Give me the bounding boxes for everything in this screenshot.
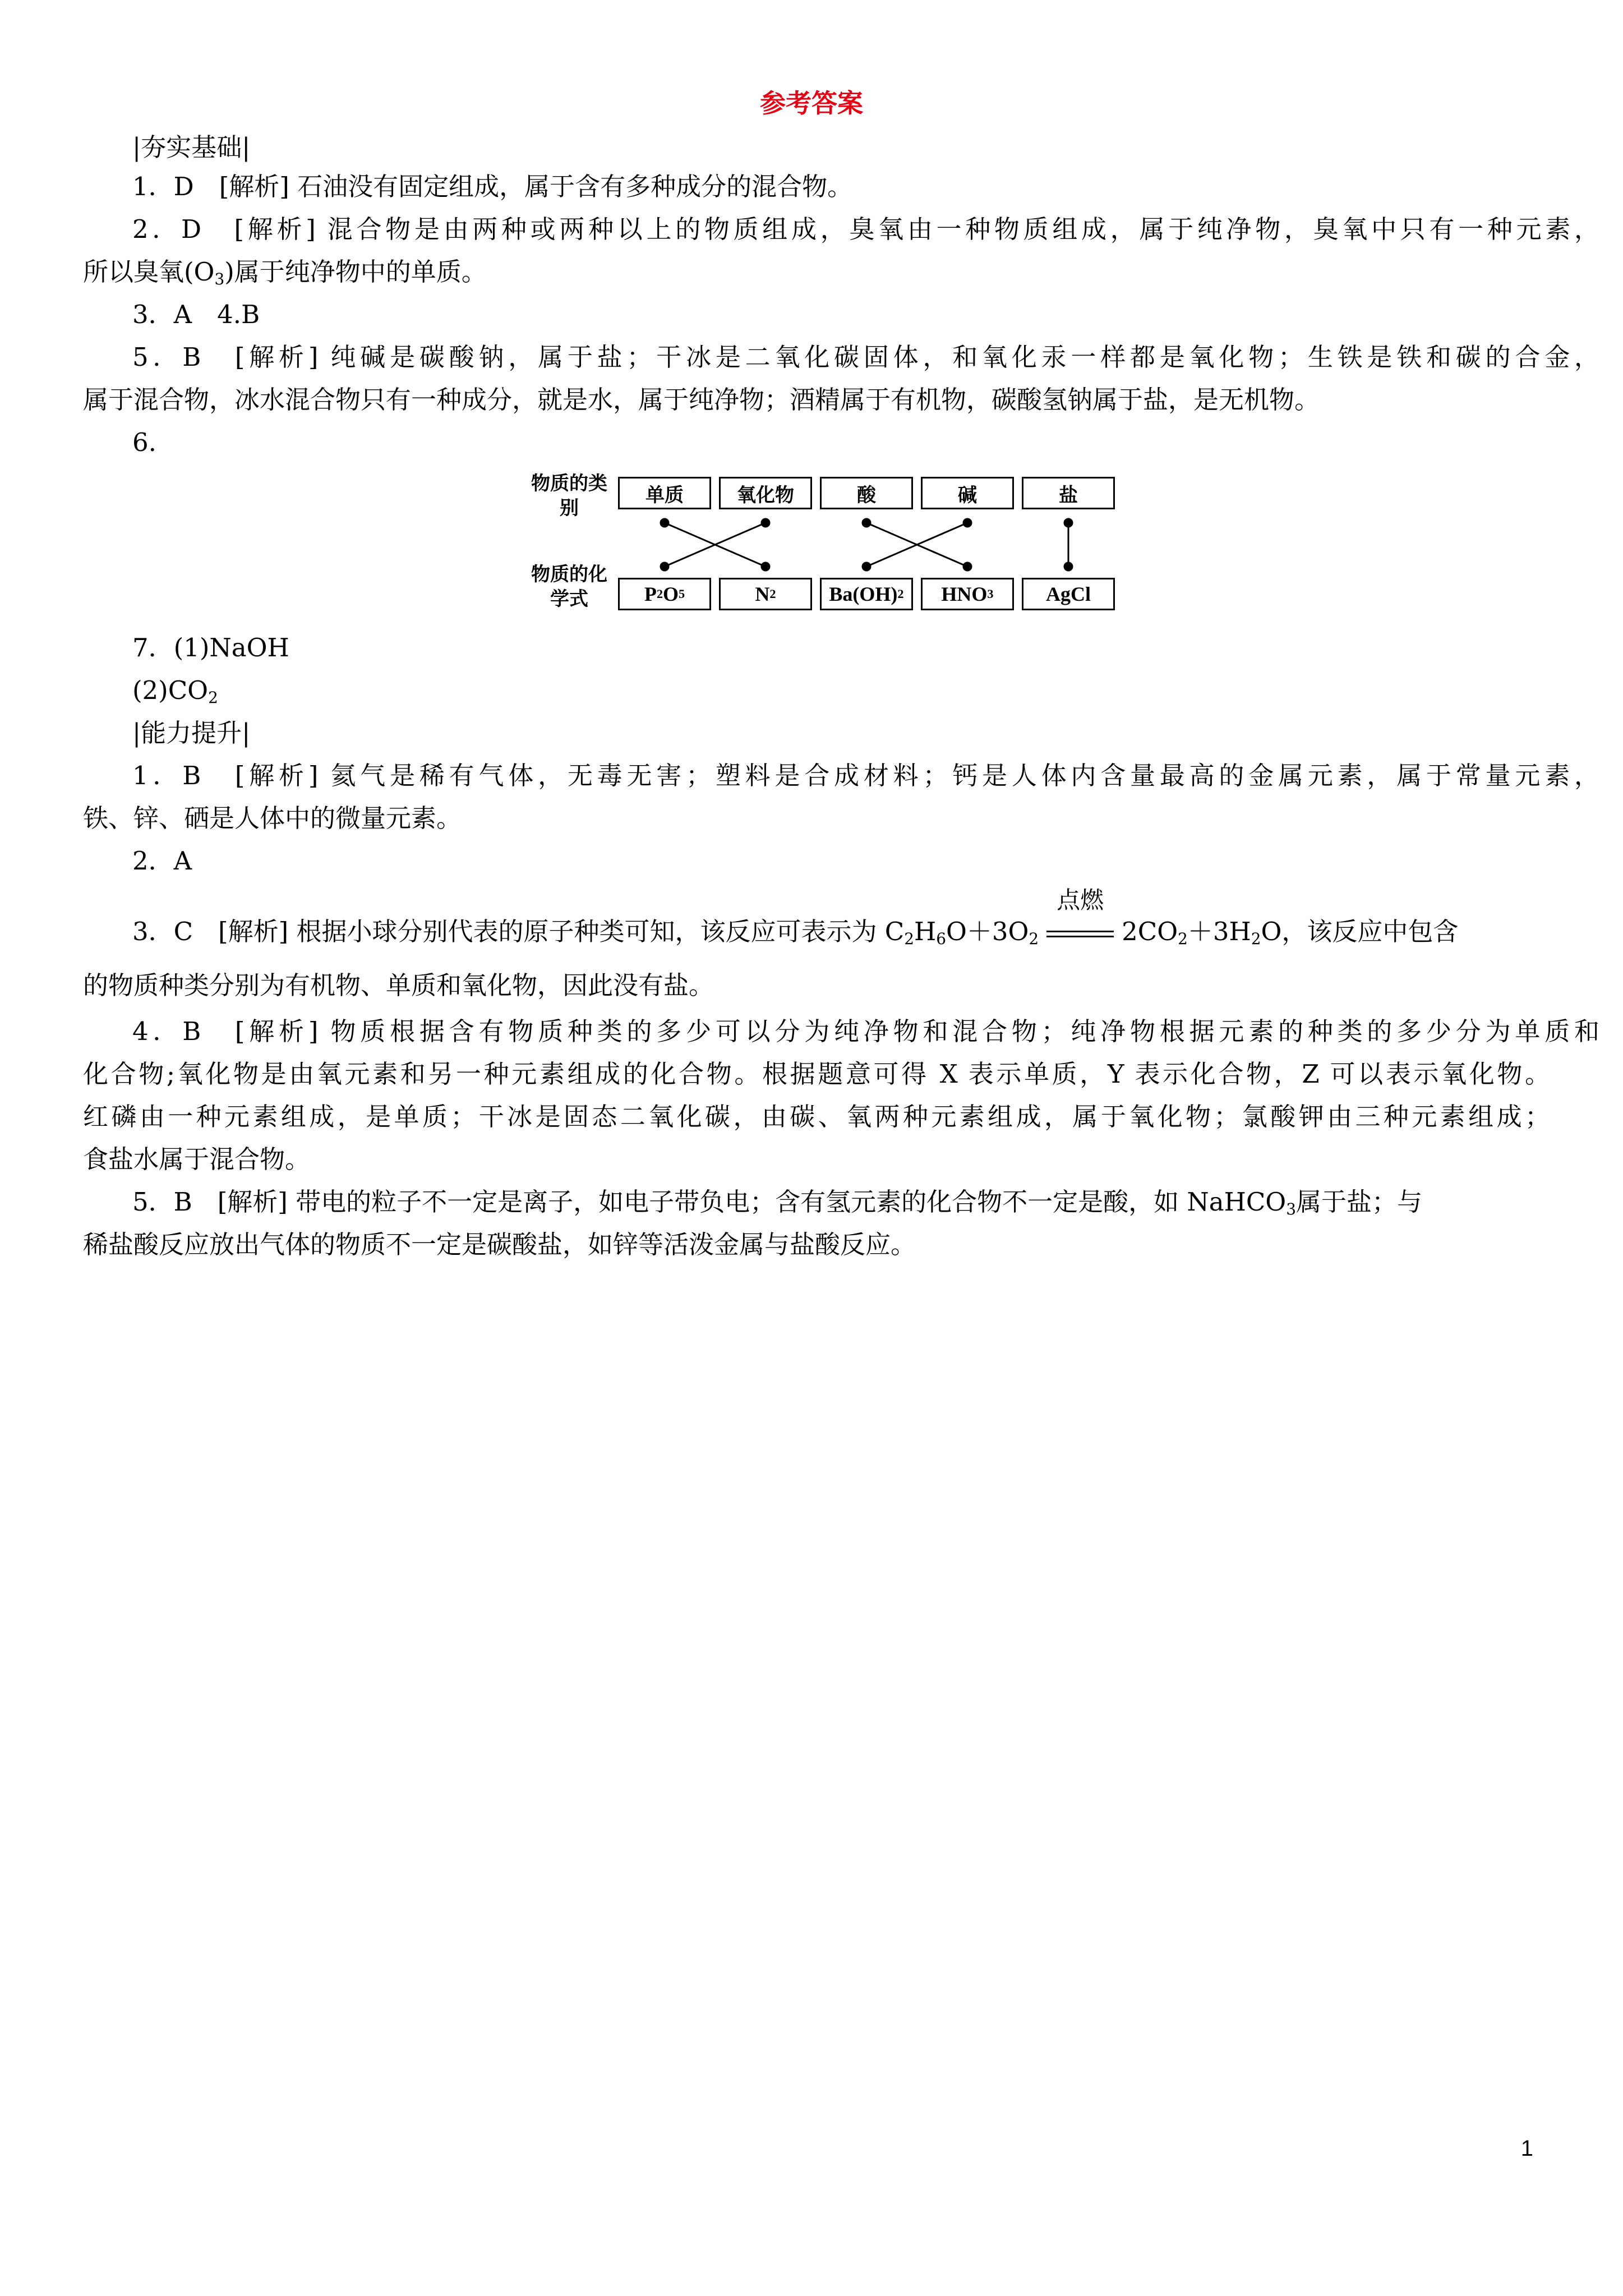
s1-answer-7-1: 7．(1)NaOH: [132, 633, 289, 662]
formula-box-3: Ba(OH) 2: [820, 578, 913, 610]
s2-answer-4-line4: 食盐水属于混合物。: [83, 1144, 311, 1174]
category-box-3: 酸: [820, 477, 913, 509]
formula-box-2: N 2: [719, 578, 812, 610]
s1-answer-2-line2: 所以臭氧$(O_3)$属于纯净物中的单质。: [83, 257, 487, 288]
connector-lines: [527, 471, 1138, 617]
s2-answer-2: 2．A: [132, 846, 192, 876]
category-box-5: 盐: [1022, 477, 1115, 509]
category-box-2: 氧化物: [719, 477, 812, 509]
s1-answer-3-4: 3．A 4.B: [132, 300, 260, 329]
formula-box-5: AgCl: [1022, 578, 1115, 610]
formula-box-4: HNO 3: [921, 578, 1014, 610]
category-box-4: 碱: [921, 477, 1014, 509]
page-title: 参考答案: [760, 88, 863, 118]
s1-answer-6: 6.: [132, 427, 156, 457]
s1-answer-7-2: $(2)CO_2$: [132, 675, 218, 707]
section-heading-basics: |夯实基础|: [132, 132, 251, 162]
section-heading-improve: |能力提升|: [132, 718, 251, 748]
s1-answer-5-line2: 属于混合物，冰水混合物只有一种成分，就是水，属于纯净物；酒精属于有机物，碳酸氢钠属于盐，是无机物。: [83, 385, 1320, 415]
s1-answer-1: 1．D [解析] 石油没有固定组成，属于含有多种成分的混合物。: [132, 172, 853, 201]
s2-answer-4-line2: 化合物;氧化物是由氧元素和另一种元素组成的化合物。根据题意可得 X 表示单质，Y 表示化合物，Z 可以表示氧化物。: [83, 1059, 1550, 1089]
s1-answer-2-line1: 2．D [解析] 混合物是由两种或两种以上的物质组成，臭氧由一种物质组成，属于纯净物，臭氧中只有一种元素，: [132, 214, 1599, 244]
reaction-arrow: [1039, 886, 1122, 954]
row-label-category: 物质的类别: [531, 472, 607, 519]
s2-answer-1-line1: 1．B [解析] 氦气是稀有气体，无毒无害；塑料是合成材料；钙是人体内含量最高的金属元素，属于常量元素，: [132, 761, 1599, 790]
s2-answer-5-line1: 5．B [解析] 带电的粒子不一定是离子，如电子带负电；含有氢元素的化合物不一定是酸，如 NaHCO$_3$属于盐；与: [132, 1187, 1422, 1218]
s2-answer-1-line2: 铁、锌、硒是人体中的微量元素。: [83, 803, 462, 833]
s2-answer-5-line2: 稀盐酸反应放出气体的物质不一定是碳酸盐，如锌等活泼金属与盐酸反应。: [83, 1230, 916, 1259]
page-number: 1: [1520, 2136, 1533, 2161]
s2-answer-4-line3: 红磷由一种元素组成，是单质；干冰是固态二氧化碳，由碳、氧两种元素组成，属于氧化物；氯酸钾由三种元素组成；: [83, 1102, 1550, 1131]
classification-diagram: [527, 471, 1138, 617]
s2-answer-3-line1: 3．C [解析] 根据小球分别代表的原子种类可知，该反应可表示为 $C_2H_6O+3O_2$ 点燃 $2CO_2+3H_2O$，该反应中包含: [83, 910, 1599, 954]
s1-answer-5-line1: 5．B [解析] 纯碱是碳酸钠，属于盐；干冰是二氧化碳固体，和氧化汞一样都是氧化物；生铁是铁和碳的合金，: [132, 342, 1599, 372]
row-label-formula: 物质的化学式: [531, 563, 607, 610]
s2-answer-3-line2: 的物质种类分别为有机物、单质和氧化物，因此没有盐。: [83, 970, 714, 1000]
formula-box-1: P 2 O 5: [618, 578, 711, 610]
s2-answer-4-line1: 4．B [解析] 物质根据含有物质种类的多少可以分为纯净物和混合物；纯净物根据元素的种类的多少分为单质和: [132, 1016, 1599, 1046]
category-box-1: 单质: [618, 477, 711, 509]
reaction-condition: 点燃: [1057, 886, 1104, 914]
